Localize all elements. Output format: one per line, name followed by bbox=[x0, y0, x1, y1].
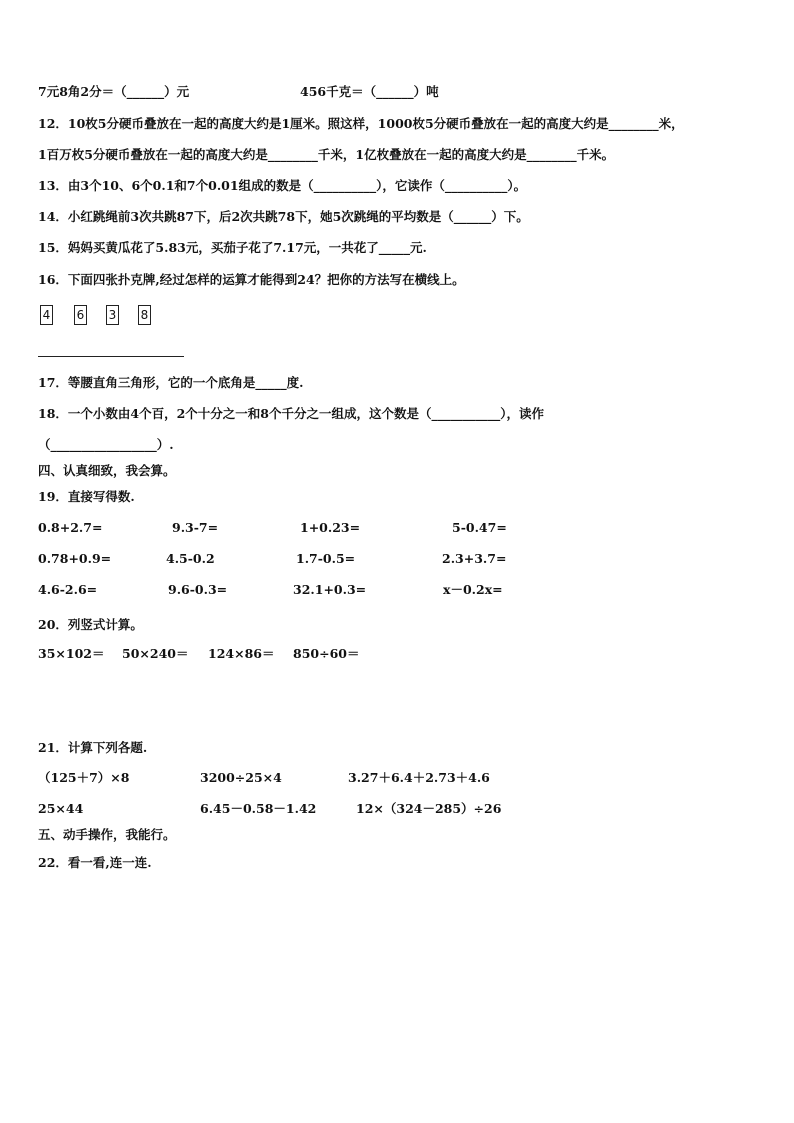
q19-r3-c4: x－0.2x= bbox=[443, 582, 503, 597]
section-4-heading: 四、认真细致，我会算。 bbox=[38, 463, 176, 478]
question-21: 21．计算下列各题. bbox=[38, 740, 148, 755]
question-12-line1: 12．10枚5分硬币叠放在一起的高度大约是1厘米。照这样，1000枚5分硬币叠放在一起的高度大约是________米， bbox=[38, 116, 684, 131]
q21-r2-c1: 25×44 bbox=[38, 801, 84, 816]
poker-card-4: 8 bbox=[138, 305, 151, 325]
conversion-yuan: 7元8角2分＝（______）元 bbox=[38, 84, 190, 99]
q19-r3-c2: 9.6-0.3= bbox=[168, 582, 228, 597]
poker-card-1: 4 bbox=[40, 305, 53, 325]
section-5-heading: 五、动手操作，我能行。 bbox=[38, 827, 176, 842]
q19-r2-c4: 2.3+3.7= bbox=[442, 551, 507, 566]
poker-card-3: 3 bbox=[106, 305, 119, 325]
q19-r3-c3: 32.1+0.3= bbox=[293, 582, 367, 597]
q20-item-4: 850÷60＝ bbox=[293, 646, 360, 661]
question-20: 20．列竖式计算。 bbox=[38, 617, 143, 632]
q21-r1-c1: （125＋7）×8 bbox=[38, 770, 130, 785]
question-12-line2: 1百万枚5分硬币叠放在一起的高度大约是________千米，1亿枚叠放在一起的高度大约是________千米。 bbox=[38, 147, 615, 162]
question-14: 14．小红跳绳前3次共跳87下，后2次共跳78下，她5次跳绳的平均数是（______）下。 bbox=[38, 209, 529, 224]
question-17: 17．等腰直角三角形，它的一个底角是_____度. bbox=[38, 375, 304, 390]
q19-r3-c1: 4.6-2.6= bbox=[38, 582, 98, 597]
q19-r1-c3: 1+0.23= bbox=[300, 520, 361, 535]
question-19: 19．直接写得数. bbox=[38, 489, 135, 504]
conversion-ton: 456千克＝（______）吨 bbox=[300, 84, 439, 99]
question-13: 13．由3个10、6个0.1和7个0.01组成的数是（__________），它读作（__________）。 bbox=[38, 178, 527, 193]
q19-r1-c4: 5-0.47= bbox=[452, 520, 507, 535]
answer-line[interactable] bbox=[38, 356, 184, 357]
question-16: 16．下面四张扑克牌,经过怎样的运算才能得到24？把你的方法写在横线上。 bbox=[38, 272, 465, 287]
q19-r2-c2: 4.5-0.2 bbox=[166, 551, 215, 566]
question-18-line2: （_________________）. bbox=[38, 437, 174, 452]
poker-card-2: 6 bbox=[74, 305, 87, 325]
q19-r2-c3: 1.7-0.5= bbox=[296, 551, 356, 566]
q19-r2-c1: 0.78+0.9= bbox=[38, 551, 112, 566]
q19-r1-c1: 0.8+2.7= bbox=[38, 520, 103, 535]
q20-item-3: 124×86＝ bbox=[208, 646, 275, 661]
question-18-line1: 18．一个小数由4个百，2个十分之一和8个千分之一组成，这个数是（___________），读作 bbox=[38, 406, 544, 421]
q20-item-2: 50×240＝ bbox=[122, 646, 189, 661]
q21-r1-c2: 3200÷25×4 bbox=[200, 770, 282, 785]
q20-item-1: 35×102＝ bbox=[38, 646, 105, 661]
question-22: 22．看一看,连一连. bbox=[38, 855, 152, 870]
q21-r2-c3: 12×（324－285）÷26 bbox=[356, 801, 502, 816]
q21-r1-c3: 3.27＋6.4＋2.73＋4.6 bbox=[348, 770, 490, 785]
q21-r2-c2: 6.45－0.58－1.42 bbox=[200, 801, 317, 816]
question-15: 15．妈妈买黄瓜花了5.83元，买茄子花了7.17元，一共花了_____元. bbox=[38, 240, 427, 255]
q19-r1-c2: 9.3-7= bbox=[172, 520, 219, 535]
